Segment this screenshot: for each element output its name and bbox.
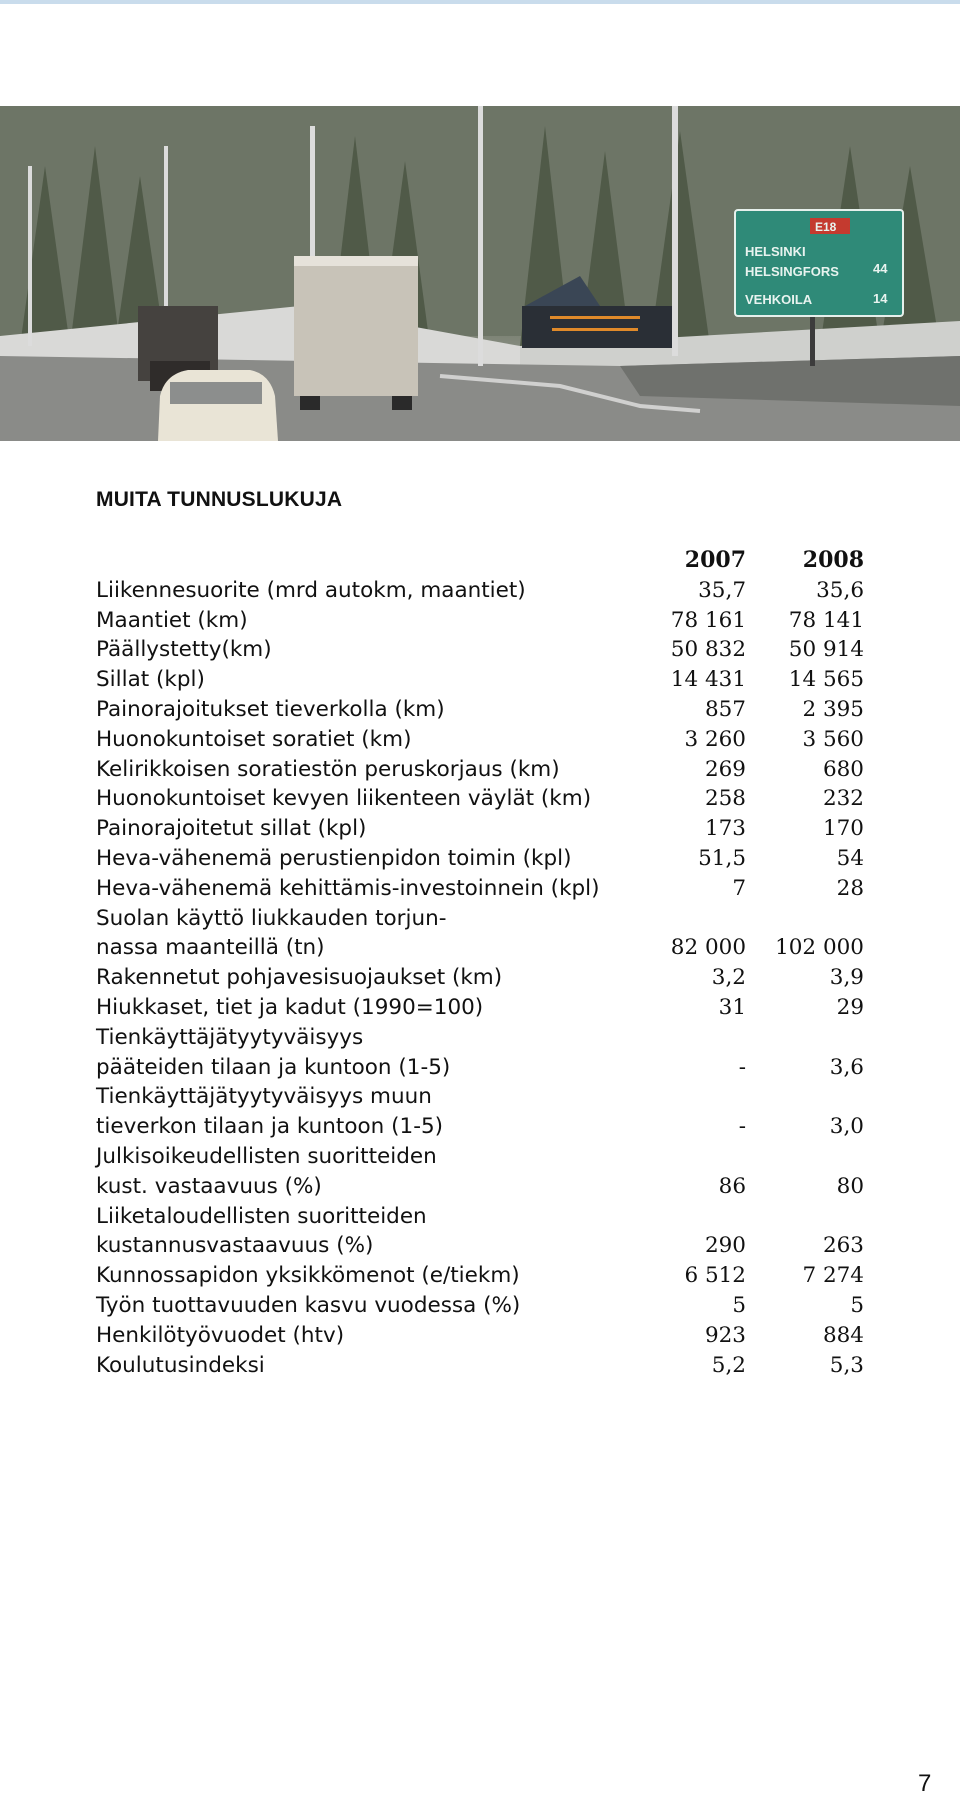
table-row [96,665,864,695]
header-year-2007: 2007 [684,547,746,573]
value-2008: 5,3 [829,1352,864,1378]
value-2008: 35,6 [816,577,864,603]
key-figures-table [96,546,864,1380]
table-row [96,904,864,964]
row-label [96,1261,636,1291]
value-2007: - [738,1114,746,1140]
row-label [96,606,636,636]
row-label-line: Heva-vähenemä perustienpidon toimin (kpl) [96,845,572,871]
row-label [96,993,636,1023]
row-label [96,725,636,755]
message-sign [522,306,672,348]
table-row [96,1261,864,1291]
value-2008: 54 [836,845,864,871]
value-2008: 884 [822,1322,864,1348]
table-row [96,1321,864,1351]
row-label [96,844,636,874]
value-2008: 3,0 [829,1114,864,1140]
table-row [96,725,864,755]
truck [294,256,418,396]
row-label [96,1351,636,1381]
value-2007: 7 [732,875,746,901]
sign-line-3: VEHKOILA [745,292,813,307]
row-label-line: Painorajoitukset tieverkolla (km) [96,696,445,722]
value-2007: 258 [704,786,746,812]
row-label-line: Painorajoitetut sillat (kpl) [96,816,367,842]
value-2008: 3,9 [829,965,864,991]
table-row [96,963,864,993]
value-2007: - [738,1054,746,1080]
row-label-line: kust. vastaavuus (%) [96,1173,322,1199]
row-label [96,1023,636,1083]
row-label-line: Julkisoikeudellisten suoritteiden [96,1143,437,1169]
value-2008: 263 [822,1233,864,1259]
value-2007: 290 [704,1233,746,1259]
row-label-line: Liikennesuorite (mrd autokm, maantiet) [96,577,526,603]
table-row [96,784,864,814]
row-label [96,1321,636,1351]
table-row [96,1082,864,1142]
row-label-line: Liiketaloudellisten suoritteiden [96,1203,427,1229]
sign-line-2: HELSINGFORS [745,264,839,279]
row-label [96,814,636,844]
table-row [96,844,864,874]
sign-route: E18 [815,220,837,234]
table-row [96,1202,864,1262]
row-label-line: Kelirikkoisen soratiestön peruskorjaus (km) [96,756,560,782]
value-2008: 7 274 [802,1263,864,1289]
value-2008: 28 [836,875,864,901]
row-label [96,665,636,695]
table-row [96,1351,864,1381]
table-row [96,576,864,606]
table-row [96,1023,864,1083]
row-label-line: Työn tuottavuuden kasvu vuodessa (%) [96,1292,521,1318]
top-rule [0,0,960,4]
value-2008: 50 914 [788,637,864,663]
value-2007: 269 [704,756,746,782]
value-2008: 170 [822,816,864,842]
table-row [96,1142,864,1202]
row-label-line: Rakennetut pohjavesisuojaukset (km) [96,965,503,991]
row-label-line: Heva-vähenemä kehittämis-investoinnein (kpl) [96,875,600,901]
row-label [96,695,636,725]
row-label-line: Sillat (kpl) [96,667,205,693]
row-label-line: tieverkon tilaan ja kuntoon (1-5) [96,1114,444,1140]
value-2008: 29 [836,994,864,1020]
header-year-2008: 2008 [802,547,864,573]
value-2008: 80 [836,1173,864,1199]
table-row [96,635,864,665]
row-label-line: pääteiden tilaan ja kuntoon (1-5) [96,1054,451,1080]
value-2007: 5 [732,1292,746,1318]
table-row [96,695,864,725]
value-2008: 2 395 [802,696,864,722]
row-label [96,1202,636,1262]
row-label-line: Henkilötyövuodet (htv) [96,1322,345,1348]
table-row [96,755,864,785]
table-row [96,1291,864,1321]
header-label-empty [96,546,636,576]
white-car [158,370,278,441]
value-2008: 78 141 [788,607,864,633]
value-2007: 51,5 [698,845,746,871]
row-label-line: Maantiet (km) [96,607,248,633]
value-2008: 3 560 [802,726,864,752]
row-label [96,874,636,904]
row-label-line: Suolan käyttö liukkauden torjun- [96,905,447,931]
row-label-line: Päällystetty(km) [96,637,272,663]
value-2008: 3,6 [829,1054,864,1080]
page-number: 7 [918,1770,932,1797]
row-label [96,1142,636,1202]
row-label [96,1082,636,1142]
row-label-line: kustannusvastaavuus (%) [96,1233,374,1259]
value-2008: 232 [822,786,864,812]
value-2007: 31 [718,994,746,1020]
row-label-line: nassa maanteillä (tn) [96,935,325,961]
row-label-line: Tienkäyttäjätyytyväisyys [96,1024,364,1050]
value-2007: 3,2 [711,965,746,991]
table-row [96,606,864,636]
value-2008: 14 565 [788,667,864,693]
row-label [96,963,636,993]
svg-text:14: 14 [873,291,888,306]
value-2007: 78 161 [670,607,746,633]
value-2007: 3 260 [684,726,746,752]
row-label [96,755,636,785]
row-label-line: Huonokuntoiset soratiet (km) [96,726,412,752]
table-row [96,814,864,844]
row-label-line: Kunnossapidon yksikkömenot (e/tiekm) [96,1263,520,1289]
table-row [96,993,864,1023]
row-label [96,635,636,665]
value-2008: 102 000 [775,935,864,961]
section-heading: MUITA TUNNUSLUKUJA [96,488,343,511]
table-row [96,874,864,904]
row-label-line: Huonokuntoiset kevyen liikenteen väylät (km) [96,786,592,812]
sign-line-1: HELSINKI [745,244,806,259]
value-2007: 857 [704,696,746,722]
row-label [96,904,636,964]
svg-text:44: 44 [873,261,888,276]
value-2007: 82 000 [670,935,746,961]
row-label [96,576,636,606]
table-header-row [96,546,864,576]
value-2007: 923 [704,1322,746,1348]
value-2007: 35,7 [698,577,746,603]
row-label-line: Hiukkaset, tiet ja kadut (1990=100) [96,994,484,1020]
value-2007: 173 [704,816,746,842]
row-label [96,1291,636,1321]
value-2007: 5,2 [711,1352,746,1378]
row-label [96,784,636,814]
value-2008: 5 [850,1292,864,1318]
value-2007: 6 512 [684,1263,746,1289]
value-2007: 50 832 [670,637,746,663]
highway-photo [0,106,960,441]
value-2007: 86 [718,1173,746,1199]
row-label-line: Koulutusindeksi [96,1352,265,1378]
value-2008: 680 [822,756,864,782]
row-label-line: Tienkäyttäjätyytyväisyys muun [96,1084,432,1110]
value-2007: 14 431 [670,667,746,693]
